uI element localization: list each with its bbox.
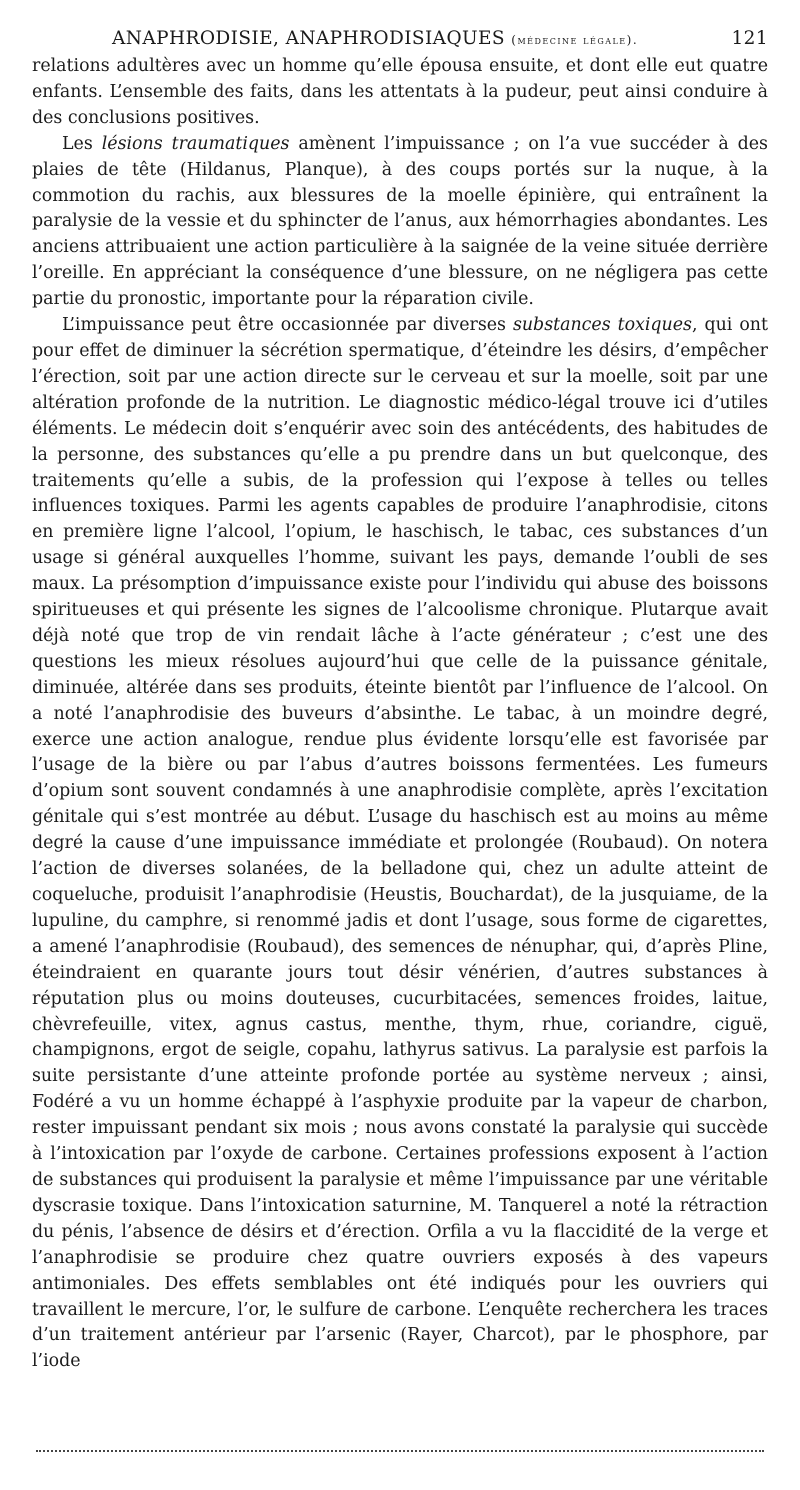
paragraph (32, 132, 768, 313)
body-text (32, 54, 768, 1375)
italic-term: lésions traumatiques (101, 133, 290, 154)
text-run: , qui ont pour effet de diminuer la sécrétion spermatique, d’éteindre les désirs, d’empêcher l’érection, soit par une action directe sur le cerveau et sur la moelle, soit par une altération profonde de la nutrition. Le diagnostic médico-légal trouve ici d’utiles éléments. Le médecin doit s’enquérir avec soin des antécédents, des habitudes de la personne, des substances qu’elle a pu prendre dans un but quelconque, des traitements qu’elle a subis, de la profession qui l’expose à telles ou telles influences toxiques. Parmi les agents capables de produire l’anaphrodisie, citons en première ligne l’alcool, l’opium, le haschisch, le tabac, ces substances d’un usage si général auxquelles l’homme, suivant les pays, demande l’oubli de ses maux. La présomption d’impuissance existe pour l’individu qui abuse des boissons spiritueuses et qui présente les signes de l’alcoolisme chronique. Plutarque avait déjà noté que trop de vin rendait lâche à l’acte générateur ; c’est une des questions les mieux résolues aujourd’hui que celle de la puissance génitale, diminuée, altérée dans ses produits, éteinte bientôt par l’influence de l’alcool. On a noté l’anaphrodisie des buveurs d’absinthe. Le tabac, à un moindre degré, exerce une action analogue, rendue plus évidente lorsqu’elle est favorisée par l’usage de la bière ou par l’abus d’autres boissons fermentées. Les fumeurs d’opium sont souvent condamnés à une anaphrodisie complète, après l’excitation génitale qui s’est montrée au début. L’usage du haschisch est au moins au même degré la cause d’une impuissance immédiate et prolongée (Roubaud). On notera l’action de diverses solanées, de la belladone qui, chez un adulte atteint de coqueluche, produisit l’anaphrodisie (Heustis, Bouchardat), de la jusquiame, de la lupuline, du camphre, si renommé jadis et dont l’usage, sous forme de cigarettes, a amené l’anaphrodisie (Roubaud), des semences de nénuphar, qui, d’après Pline, éteindraient en quarante jours tout désir vénérien, d’autres substances à réputation plus ou moins douteuses, cucurbitacées, semences froides, laitue, chèvrefeuille, vitex, agnus castus, menthe, thym, rhue, coriandre, ciguë, champignons, ergot de seigle, copahu, lathyrus sativus. La paralysie est parfois la suite persistante d’une atteinte profonde portée au système nerveux ; ainsi, Fodéré a vu un homme échappé à l’asphyxie produite par la vapeur de charbon, rester impuissant pendant six mois ; nous avons constaté la paralysie qui succède à l’intoxication par l’oxyde de carbone. Certaines professions exposent à l’action de substances qui produisent la paralysie et même l’impuissance par une véritable dyscrasie toxique. Dans l’intoxication saturnine, M. Tanquerel a noté la rétraction du pénis, l’absence de désirs et d’érection. Orfila a vu la flaccidité de la verge et l’anaphrodisie se produire chez quatre ouvriers exposés à des vapeurs antimoniales. Des effets semblables ont été indiqués pour les ouvriers qui travaillent le mercure, l’or, le sulfure de carbone. L’enquête recherchera les traces d’un traitement antérieur par l’arsenic (Rayer, Charcot), par le phosphore, par l’iode (32, 315, 768, 1372)
text-run: L’impuissance peut être occasionnée par diverses (62, 315, 513, 336)
document-page (32, 26, 768, 1375)
running-title-text: ANAPHRODISIE, ANAPHRODISIAQUES (112, 28, 505, 49)
text-run: Les (62, 133, 102, 154)
running-header (32, 26, 768, 52)
footer-dotted-rule (36, 1450, 764, 1452)
page-number: 121 (731, 28, 768, 49)
text-run: amènent l’impuissance ; on l’a vue succéder à des plaies de tête (Hildanus, Planque), à des coups portés sur la nuque, à la commotion du rachis, aux blessures de la moelle épinière, qui entraînent la paralysie de la vessie et du sphincter de l’anus, aux hémorrhagies abondantes. Les anciens attribuaient une action particulière à la saignée de la veine située derrière l’oreille. En appréciant la conséquence d’une blessure, on ne négligera pas cette partie du pronostic, importante pour la réparation civile. (32, 133, 768, 310)
paragraph (32, 313, 768, 1375)
italic-term: substances toxiques (512, 315, 692, 336)
running-title (32, 26, 638, 53)
running-subtitle: (médecine légale). (511, 33, 639, 47)
text-run: relations adultères avec un homme qu’elle épousa ensuite, et dont elle eut quatre enfants. L’ensemble des faits, dans les attentats à la pudeur, peut ainsi conduire à des conclusions positives. (32, 56, 768, 128)
paragraph (32, 54, 768, 132)
